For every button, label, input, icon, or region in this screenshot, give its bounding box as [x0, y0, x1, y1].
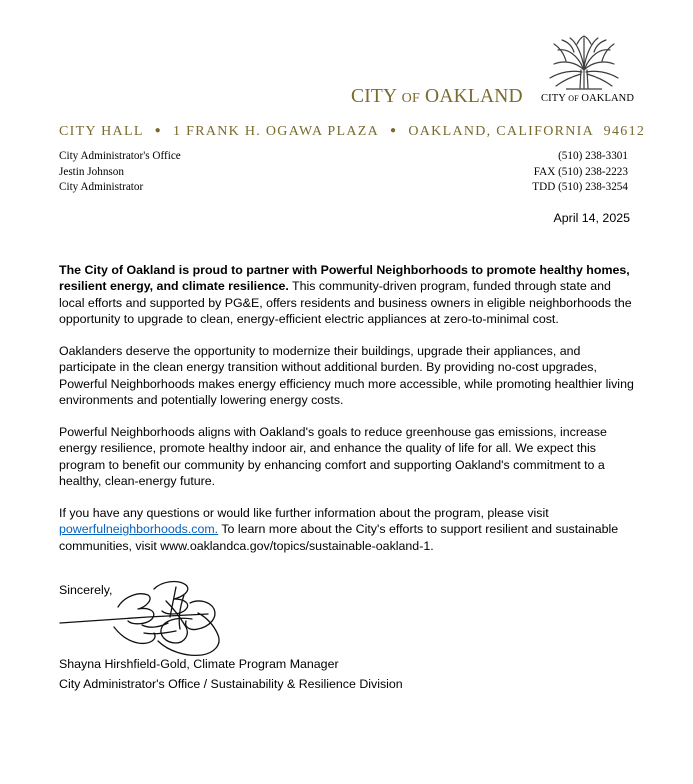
contact-left-block: [59, 149, 181, 196]
address-separator: ●: [154, 125, 163, 136]
contact-title: City Administrator: [59, 181, 144, 193]
address-separator: ●: [390, 125, 398, 136]
program-website-link[interactable]: powerfulneighborhoods.com.: [59, 522, 219, 537]
letter-date: April 14, 2025: [553, 211, 630, 225]
contact-right-block: [532, 149, 628, 196]
address-building: CITY HALL: [59, 124, 144, 139]
paragraph-3: [59, 424, 639, 490]
paragraph-3-text: Powerful Neighborhoods aligns with Oakland's goals to reduce greenhouse gas emissions, increase energy resilience, promote healthy indoor air, and enhance the quality of life for all. We expect this program to benefit our community by enhancing comfort and supporting Oakland's commitment to a healthy, clean-energy future.: [59, 425, 607, 489]
address-street: 1 FRANK H. OGAWA PLAZA: [173, 124, 380, 139]
paragraph-1-text: This community-driven program, funded through state and local efforts and supported by PG&E, offers residents and business owners in eligible neighborhoods the opportunity to upgrade to clean, energy-efficient electric appliances at zero-to-minimal cost.: [59, 279, 632, 327]
signer-name: Shayna Hirshfield-Gold, Climate Program Manager: [59, 657, 339, 671]
paragraph-1-lead: The City of Oakland is proud to partner with Powerful Neighborhoods to promote healthy homes, resilient energy, and climate resilience.: [59, 263, 630, 294]
contact-name: Jestin Johnson: [59, 165, 124, 178]
paragraph-4: [59, 505, 639, 554]
contact-tdd: TDD (510) 238-3254: [532, 181, 628, 193]
signer-department: City Administrator's Office / Sustainability & Resilience Division: [59, 677, 403, 691]
logo-caption: CITY OF OAKLAND: [541, 93, 635, 104]
paragraph-2: [59, 343, 639, 409]
contact-phone: (510) 238-3301: [558, 150, 628, 162]
contact-fax: FAX (510) 238-2223: [533, 165, 628, 178]
address-city-state: OAKLAND, CALIFORNIA: [408, 124, 595, 139]
paragraph-4-end: To learn more about the City's efforts to support resilient and sustainable communities, visit www.oaklandca.gov/topics/sustainable-oakland-1.: [59, 522, 619, 553]
paragraph-2-text: Oaklanders deserve the opportunity to modernize their buildings, upgrade their appliances, and participate in the clean energy transition without additional burden. By providing no-cost upgrades, Powerful Neighborhoods makes energy efficiency much more accessible, while promoting healthier living environments and potentially lowering energy costs.: [59, 344, 634, 408]
contact-office: City Administrator's Office: [59, 150, 181, 162]
letterhead-title: CITY OF OAKLAND: [351, 86, 523, 107]
address-zip: 94612: [603, 124, 646, 139]
closing: Sincerely,: [59, 583, 113, 597]
paragraph-4-start: If you have any questions or would like further information about the program, please visit: [59, 506, 549, 520]
handwritten-signature: [58, 577, 238, 659]
address-bar: [59, 124, 645, 140]
oak-tree-logo: [546, 34, 622, 90]
paragraph-1: [59, 262, 639, 328]
